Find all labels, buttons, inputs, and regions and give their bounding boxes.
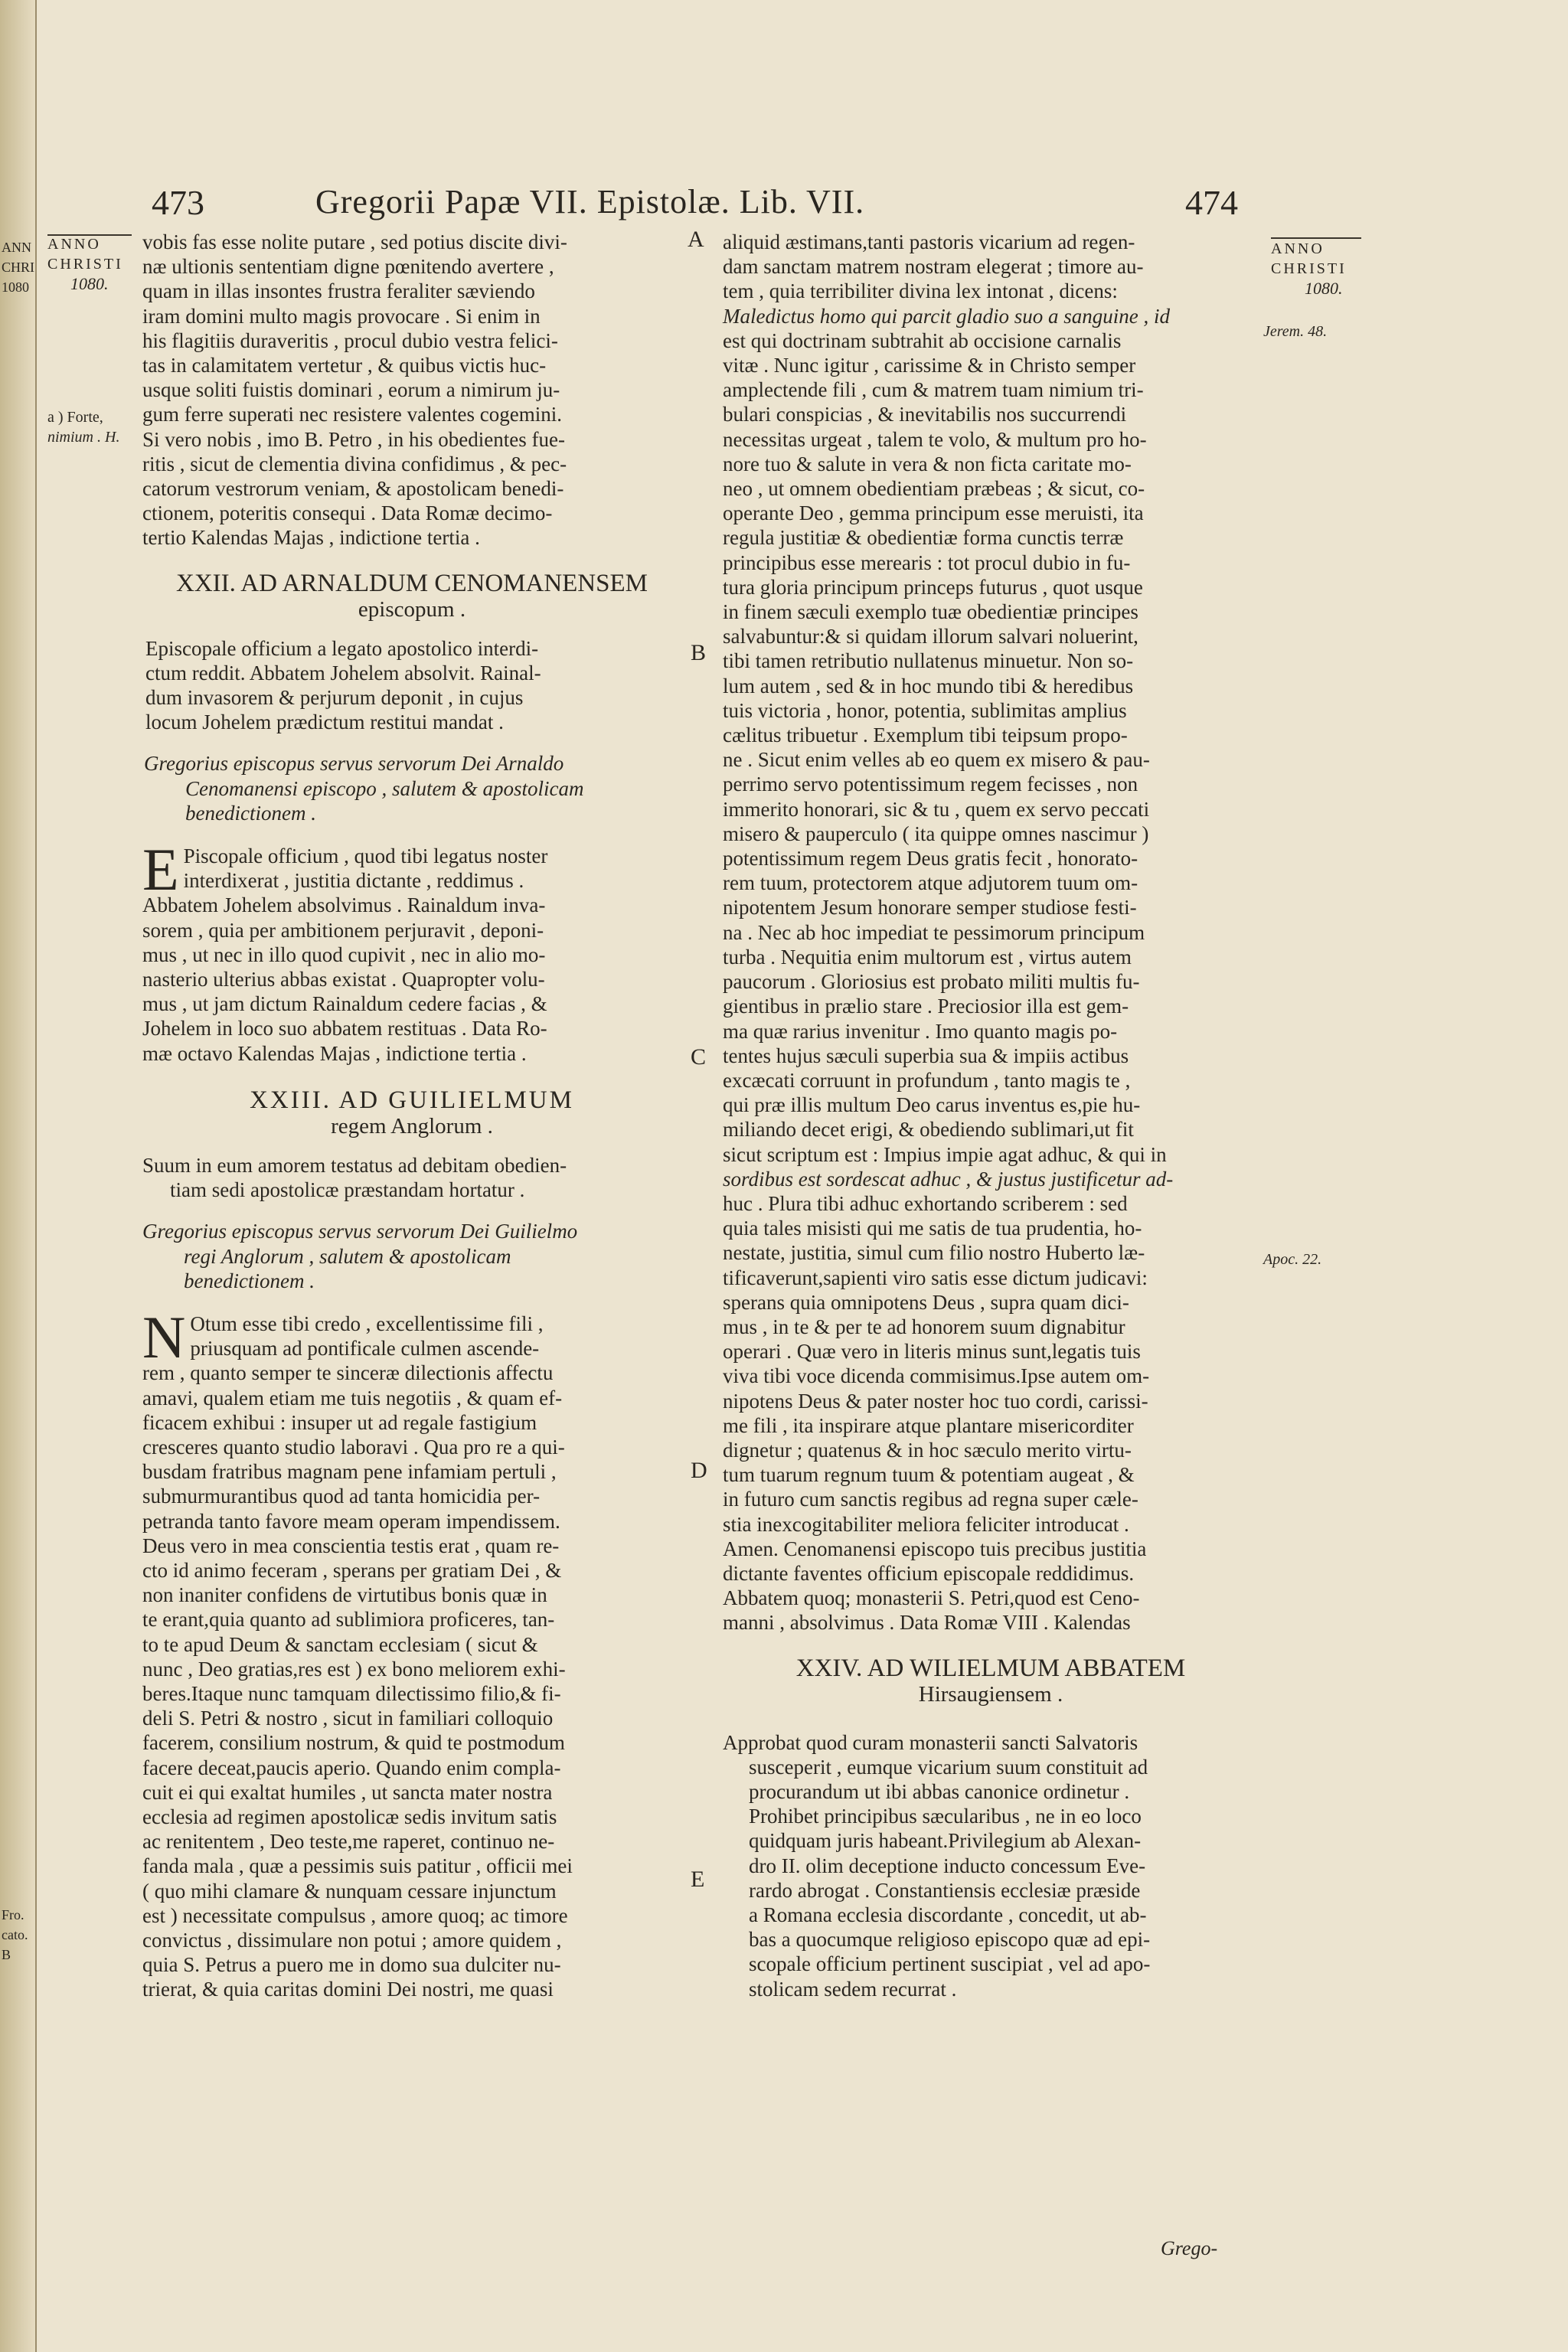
text-line: lum autem , sed & in hoc mundo tibi & heredibus xyxy=(723,674,1134,697)
letter-xxiv-subtitle: Hirsaugiensem . xyxy=(918,1681,1063,1707)
letter-xxii-title: XXII. AD ARNALDUM CENOMANENSEM xyxy=(175,569,648,597)
text-line: necessitas urgeat , talem te volo, & multum pro ho- xyxy=(723,427,1147,451)
salutation-line: Gregorius episcopus servus servorum Dei Arnaldo xyxy=(144,752,564,776)
summary-line: a Romana ecclesia discordante , concedit, ut ab- xyxy=(749,1903,1147,1926)
text-line: na . Nec ab hoc impediat te pessimorum principum xyxy=(723,920,1145,944)
text-line: Johelem in loco suo abbatem restituas . Data Ro- xyxy=(142,1017,547,1040)
text-line: qui præ illis multum Deo carus inventus es,pie hu- xyxy=(723,1093,1141,1117)
letter-xxii-body xyxy=(142,836,681,1066)
text-line: operante Deo , gemma principum esse meruisti, ita xyxy=(723,501,1144,525)
text-line: mus , in te & per te ad honorem suum dignabitur xyxy=(723,1315,1125,1338)
text-line: usque soliti fuistis dominari , eorum a nimirum ju- xyxy=(142,378,560,402)
spine-fragment-top: ANN CHRI 1080 xyxy=(2,240,35,295)
text-line: nore tuo & salute in vera & non ficta caritate mo- xyxy=(723,452,1132,475)
text-line: est ) necessitate compulsus , amore quoq; ac timore xyxy=(142,1903,568,1927)
text-line: tertio Kalendas Majas , indictione tertia . xyxy=(142,526,480,550)
anno-word: ANNO xyxy=(47,236,101,253)
text-line: est qui doctrinam subtrahit ab occisione carnalis xyxy=(723,328,1122,352)
text-line: quia tales misisti qui me satis de tua prudentia, ho- xyxy=(723,1217,1142,1240)
text-line: fanda mala , quæ a pessimis suis patitur , officii mei xyxy=(142,1854,573,1878)
drop-cap: E xyxy=(142,836,179,903)
text-line: stia inexcogitabiliter meliora feliciter introducat . xyxy=(723,1512,1129,1536)
text-line: regula justitiæ & obedientiæ forma cunctis terræ xyxy=(723,526,1124,550)
text-line: petranda tanto favore meam operam impendissem. xyxy=(142,1509,560,1533)
section-letter-b: B xyxy=(691,640,707,665)
text-line: nunc , Deo gratias,res est ) ex bono meliorem exhi- xyxy=(142,1657,566,1681)
text-line: misero & pauperculo ( ita quippe omnes nascimur ) xyxy=(723,822,1149,845)
section-letter-a: A xyxy=(688,227,704,252)
left-anno-rule xyxy=(47,234,132,236)
text-line: convictus , dissimulare non potui ; amore quidem , xyxy=(142,1928,562,1952)
text-line: in futuro cum sanctis regibus ad regna super cæle- xyxy=(723,1488,1138,1511)
letter-xxiv-title: XXIV. AD WILIELMUM ABBATEM xyxy=(795,1654,1186,1682)
summary-line: procurandum ut ibi abbas canonice ordinetur . xyxy=(749,1779,1130,1803)
text-line: mus , ut nec in illo quod cupivit , nec in alio mo- xyxy=(142,942,546,966)
text-line: quam in illas insontes frustra feraliter sæviendo xyxy=(142,279,535,303)
text-line: sorem , quia per ambitionem perjuravit , deponi- xyxy=(142,918,544,942)
right-body xyxy=(723,230,1259,1635)
text-line: to te apud Deum & sanctam ecclesiam ( sicut & xyxy=(142,1632,538,1656)
text-line: sordibus est sordescat adhuc , & justus justificetur ad- xyxy=(723,1167,1174,1191)
text-line: facere deceat,paucis aperio. Quando enim compla- xyxy=(142,1756,561,1779)
text-line: tuis victoria , honor, potentia, sublimitas amplius xyxy=(723,698,1127,722)
christi-word-right: CHRISTI xyxy=(1271,260,1347,277)
text-line: in finem sæculi exemplo tuæ obedientiæ principes xyxy=(723,600,1138,624)
anno-year: 1080. xyxy=(70,274,109,293)
running-title: Gregorii Papæ VII. Epistolæ. Lib. VII. xyxy=(315,183,865,220)
text-line: tificaverunt,sapienti viro satis esse dictum judicavi: xyxy=(723,1266,1148,1289)
text-line: tum tuarum regnum tuum & potentiam augeat , & xyxy=(723,1463,1135,1487)
text-line: gientibus in prælio stare . Preciosior illa est gem- xyxy=(723,995,1129,1018)
text-line: deli S. Petri & nostro , sicut in familiari colloquio xyxy=(142,1707,554,1730)
text-line: dam sanctam matrem nostram elegerat ; timore au- xyxy=(723,255,1144,279)
summary-line: susceperit , eumque vicarium suum constituit ad xyxy=(749,1755,1148,1779)
summary-line: ctum reddit. Abbatem Johelem absolvit. Rainal- xyxy=(145,661,541,684)
text-line: amavi, qualem etiam me tuis negotiis , & quam ef- xyxy=(142,1386,563,1410)
summary-line: bas a quocumque religioso episcopo quæ ad epi- xyxy=(749,1928,1151,1952)
text-line: mæ octavo Kalendas Majas , indictione tertia . xyxy=(142,1041,527,1065)
text-line: Otum esse tibi credo , excellentissime fili , xyxy=(190,1312,544,1335)
text-line: næ ultionis sententiam digne pœnitendo avertere , xyxy=(142,255,554,279)
text-line: tem , quia terribiliter divina lex intonat , dicens: xyxy=(723,279,1118,303)
section-letter-e: E xyxy=(691,1867,705,1892)
text-line: priusquam ad pontificale culmen ascende- xyxy=(190,1337,540,1361)
text-line: his flagitiis duraveritis , procul dubio vestra felici- xyxy=(142,328,558,352)
text-line: ficacem exhibui : insuper ut ad regale fastigium xyxy=(142,1410,537,1434)
text-line: ( quo mihi clamare & nunquam cessare injunctum xyxy=(142,1879,557,1903)
letter-xxiii-salutation xyxy=(142,1219,681,1293)
salutation-line: benedictionem . xyxy=(185,801,316,825)
text-line: Maledictus homo qui parcit gladio suo a sanguine , id xyxy=(723,304,1170,328)
letter-xxiv-summary xyxy=(723,1730,1259,2001)
text-line: vitæ . Nunc igitur , carissime & in Christo semper xyxy=(723,354,1136,377)
summary-line: Episcopale officium a legato apostolico interdi- xyxy=(145,636,539,660)
letter-xxii-subtitle: episcopum . xyxy=(358,596,466,622)
salutation-line: regi Anglorum , salutem & apostolicam xyxy=(184,1244,511,1268)
letter-xxiii-summary xyxy=(142,1153,681,1202)
text-line: sperans quia omnipotens Deus , supra quam dici- xyxy=(723,1290,1129,1314)
text-line: immerito honorari, sic & tu , quem ex servo peccati xyxy=(723,797,1150,821)
text-line: manni , absolvimus . Data Romæ VIII . Kalendas xyxy=(723,1611,1131,1635)
summary-line: Prohibet principibus sæcularibus , ne in eo loco xyxy=(749,1805,1142,1828)
text-line: te erant,quia quanto ad sublimiora proficeres, tan- xyxy=(142,1608,555,1632)
text-line: catorum vestrorum veniam, & apostolicam benedi- xyxy=(142,477,564,501)
left-footnote-marker xyxy=(47,407,119,447)
text-line: submurmurantibus quod ad tanta homicidia per- xyxy=(142,1485,541,1508)
text-line: tentes hujus sæculi superbia sua & impiis actibus xyxy=(723,1044,1129,1067)
anno-year-right: 1080. xyxy=(1305,279,1343,298)
text-line: tura gloria principum princeps futurus , quot usque xyxy=(723,575,1143,599)
text-line: facerem, consilium nostrum, & quid te postmodum xyxy=(142,1731,565,1755)
text-line: Deus vero in mea conscientia testis erat , quam re- xyxy=(142,1534,560,1557)
catchword: Grego- xyxy=(1161,2237,1218,2259)
margin-ref-jeremiah: Jerem. 48. xyxy=(1263,323,1328,340)
text-line: neo , ut omnem obedientiam præbeas ; & sicut, co- xyxy=(723,477,1145,501)
summary-line: scopale officium pertinent suscipiat , vel ad apo- xyxy=(749,1952,1151,1976)
text-line: ac renitentem , Deo teste,me raperet, continuo ne- xyxy=(142,1830,555,1854)
text-line: amplectende fili , cum & matrem tuam nimium tri- xyxy=(723,378,1144,402)
letter-xxiii-subtitle: regem Anglorum . xyxy=(331,1113,493,1138)
text-line: Abbatem quoq; monasterii S. Petri,quod est Ceno- xyxy=(723,1586,1140,1610)
summary-line: tiam sedi apostolicæ præstandam hortatur . xyxy=(170,1178,525,1202)
text-line: potentissimum regem Deus gratis fecit , honorato- xyxy=(723,847,1138,871)
text-line: beres.Itaque nunc tamquam dilectissimo filio,& fi- xyxy=(142,1681,561,1705)
text-line: huc . Plura tibi adhuc exhortando scriberem : sed xyxy=(723,1191,1128,1215)
text-line: rem tuum, protectorem atque adjutorem tuum om- xyxy=(723,871,1138,895)
text-line: cresceres quanto studio laboravi . Qua pro re a qui- xyxy=(142,1435,565,1459)
right-column xyxy=(723,230,1259,2018)
text-line: nipotens Deus & pater noster hoc tuo cordi, carissi- xyxy=(723,1389,1148,1413)
text-line: tibi tamen retributio nullatenus minuetur. Non so- xyxy=(723,649,1134,673)
letter-xxii-salutation xyxy=(142,751,681,825)
text-line: mus , ut jam dictum Rainaldum cedere facias , & xyxy=(142,992,547,1016)
left-anno-label xyxy=(47,234,123,294)
text-line: ecclesia ad regimen apostolicæ sedis invitum satis xyxy=(142,1805,557,1828)
letter-xxii-summary xyxy=(142,636,681,735)
salutation-line: benedictionem . xyxy=(184,1269,315,1292)
right-page-number: 474 xyxy=(1185,183,1238,222)
text-line: quia S. Petrus a puero me in domo sua dulciter nu- xyxy=(142,1953,561,1977)
letter-xxii-heading xyxy=(142,570,681,622)
text-line: ne . Sicut enim velles ab eo quem ex misero & pau- xyxy=(723,748,1150,772)
summary-line: dum invasorem & perjurum deponit , in cujus xyxy=(145,686,524,710)
text-line: dignetur ; quatenus & in hoc sæculo merito virtu- xyxy=(723,1438,1132,1462)
text-line: busdam fratribus magnam pene infamiam pertuli , xyxy=(142,1460,557,1484)
text-line: Si vero nobis , imo B. Petro , in his obedientes fue- xyxy=(142,427,565,451)
summary-line: Suum in eum amorem testatus ad debitam obedien- xyxy=(142,1153,567,1177)
text-line: non inaniter confidens de virtutibus bonis quæ in xyxy=(142,1583,547,1607)
text-line: turba . Nequitia enim multorum est , virtus autem xyxy=(723,945,1132,969)
text-line: cælitus tribuetur . Exemplum tibi teipsum propo- xyxy=(723,724,1128,747)
salutation-line: Gregorius episcopus servus servorum Dei Guilielmo xyxy=(142,1220,578,1243)
drop-cap: N xyxy=(142,1303,186,1370)
letter-xxiii-title: XXIII. AD GUILIELMUM xyxy=(250,1086,574,1114)
text-line: nestate, justitia, simul cum filio nostro Huberto læ- xyxy=(723,1241,1145,1265)
letter-xxiv-heading xyxy=(723,1655,1259,1707)
summary-line: dro II. olim deceptione inducto concessum Eve- xyxy=(749,1854,1146,1877)
letter-xxiii-heading xyxy=(142,1087,681,1139)
right-anno-label xyxy=(1271,239,1347,299)
text-line: nasterio ulterius abbas existat . Quapropter volu- xyxy=(142,968,545,991)
text-line: me fili , ita inspirare atque plantare misericorditer xyxy=(723,1413,1134,1437)
text-line: ritis , sicut de clementia divina confidimus , & pec- xyxy=(142,452,567,475)
left-page-number: 473 xyxy=(152,183,204,222)
summary-line: rardo abrogat . Constantiensis ecclesiæ præside xyxy=(749,1878,1141,1902)
text-line: vobis fas esse nolite putare , sed potius discite divi- xyxy=(142,230,567,253)
text-line: miliando decet erigi, & obediendo sublimari,ut fit xyxy=(723,1118,1134,1142)
christi-word: CHRISTI xyxy=(47,256,123,273)
text-line: nipotentem Jesum honorare semper studiose festi- xyxy=(723,896,1137,920)
text-line: bulari conspicias , & inevitabilis nos succurrendi xyxy=(723,403,1127,426)
text-line: cuit ei qui exaltat humiles , ut sancta mater nostra xyxy=(142,1780,553,1804)
text-line: gum ferre superati nec resistere valentes cogemini. xyxy=(142,403,563,426)
summary-line: locum Johelem prædictum restitui mandat . xyxy=(145,710,504,734)
summary-line: stolicam sedem recurrat . xyxy=(749,1977,957,2001)
text-line: operari . Quæ vero in literis minus sunt,legatis tuis xyxy=(723,1340,1141,1364)
text-line: ctionem, poteritis consequi . Data Romæ decimo- xyxy=(142,501,553,525)
text-line: salvabuntur:& si quidam illorum salvari noluerint, xyxy=(723,625,1138,648)
text-line: dictante faventes officium episcopale reddidimus. xyxy=(723,1561,1135,1585)
anno-word-right: ANNO xyxy=(1271,240,1325,257)
footnote-nimium: nimium . H. xyxy=(47,429,120,446)
intro-paragraph xyxy=(142,230,681,550)
letter-xxiii-body xyxy=(142,1303,681,2002)
margin-ref-apocalypse: Apoc. 22. xyxy=(1263,1251,1322,1268)
text-line: perrimo servo potentissimum regem fecisses , non xyxy=(723,773,1138,796)
footnote-forte: a ) Forte, xyxy=(47,409,103,426)
text-line: interdixerat , justitia dictante , reddimus . xyxy=(183,869,524,893)
text-line: principibus esse merearis : tot procul dubio in fu- xyxy=(723,550,1131,574)
text-line: iram domini multo magis provocare . Si enim in xyxy=(142,304,541,328)
text-line: cto id animo feceram , sperans per gratiam Dei , & xyxy=(142,1558,562,1582)
text-line: aliquid æstimans,tanti pastoris vicarium ad regen- xyxy=(723,230,1135,253)
salutation-line: Cenomanensi episcopo , salutem & apostolicam xyxy=(185,776,584,800)
section-letter-c: C xyxy=(691,1044,707,1070)
text-line: viva tibi voce dicenda commisimus.Ipse autem om- xyxy=(723,1364,1150,1388)
text-line: rem , quanto semper te sinceræ dilectionis affectu xyxy=(142,1361,554,1385)
summary-line: Approbat quod curam monasterii sancti Salvatoris xyxy=(723,1730,1138,1754)
text-line: paucorum . Gloriosius est probato militi multis fu- xyxy=(723,970,1140,994)
text-line: Amen. Cenomanensi episcopo tuis precibus justitia xyxy=(723,1537,1147,1560)
summary-line: quidquam juris habeant.Privilegium ab Alexan- xyxy=(749,1829,1142,1853)
section-letter-d: D xyxy=(691,1458,707,1483)
spine-fragment-bottom: Fro. cato. B xyxy=(2,1907,28,1962)
text-line: Abbatem Johelem absolvimus . Rainaldum inva- xyxy=(142,893,546,917)
text-line: sicut scriptum est : Impius impie agat adhuc, & qui in xyxy=(723,1142,1167,1166)
text-line: ma quæ rarius invenitur . Imo quanto magis po- xyxy=(723,1019,1118,1043)
text-line: Piscopale officium , quod tibi legatus noster xyxy=(183,844,548,868)
text-line: excæcati corruunt in profundum , tanto magis te , xyxy=(723,1068,1131,1092)
left-column xyxy=(142,230,681,2002)
text-line: tas in calamitatem vertetur , & quibus victis huc- xyxy=(142,354,547,377)
text-line: trierat, & quia caritas domini Dei nostri, me quasi xyxy=(142,1978,554,2001)
